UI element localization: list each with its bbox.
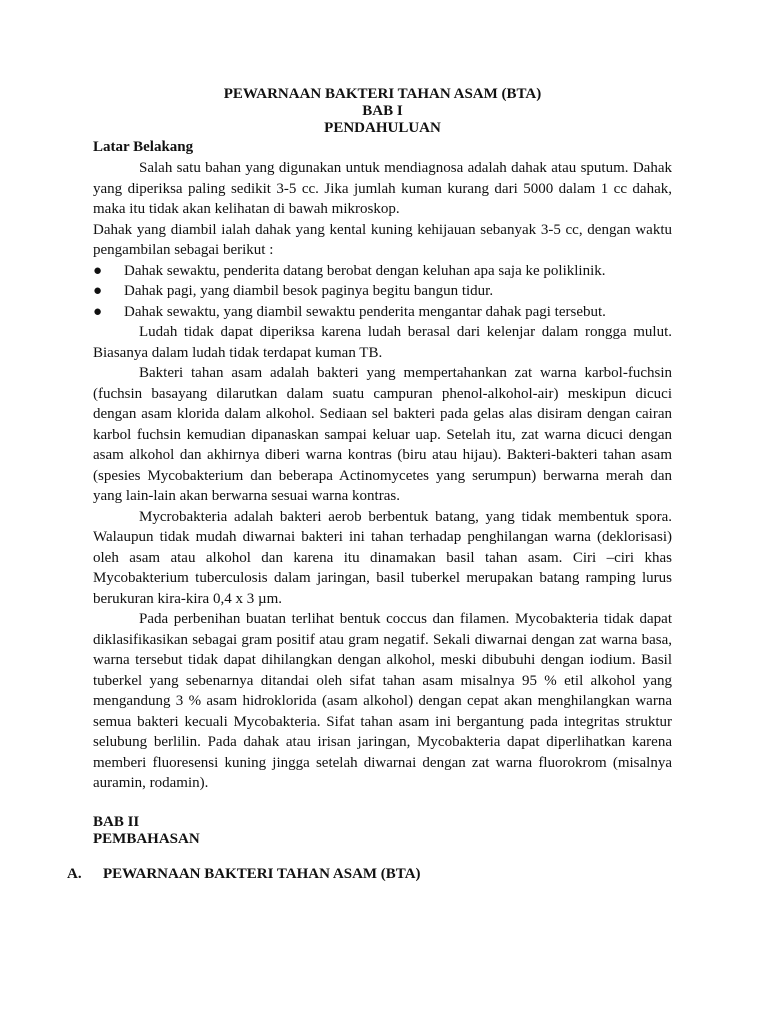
bullet-list <box>93 261 672 323</box>
paragraph-3: Ludah tidak dapat diperiksa karena ludah berasal dari kelenjar dalam rongga mulut. Biasanya dalam ludah tidak terdapat kuman TB. <box>93 324 672 361</box>
list-item <box>93 261 672 282</box>
section-heading-latar-belakang: Latar Belakang <box>93 139 194 155</box>
paragraph-1: Salah satu bahan yang digunakan untuk mendiagnosa adalah dahak atau sputum. Dahak yang diperiksa paling sedikit 3-5 cc. Jika jumlah kuman kurang dari 5000 dalam 1 cc dahak, maka itu tidak akan kelihatan di bawah mikroskop. <box>93 160 672 217</box>
chapter-2-title: PEMBAHASAN <box>93 830 200 847</box>
list-item <box>93 302 672 323</box>
section-a-heading <box>67 866 672 883</box>
section-a-title: PEWARNAAN BAKTERI TAHAN ASAM (BTA) <box>103 865 421 882</box>
bullet-icon: ● <box>93 303 103 320</box>
spacer <box>93 794 672 814</box>
section-a-letter: A. <box>67 865 82 882</box>
bullet-icon: ● <box>93 283 103 299</box>
chapter-number: BAB I <box>362 103 403 119</box>
paragraph-2: Dahak yang diambil ialah dahak yang kental kuning kehijauan sebanyak 3-5 cc, dengan waktu pengambilan sebagai berikut : <box>93 221 672 258</box>
document-title: PEWARNAAN BAKTERI TAHAN ASAM (BTA) <box>223 86 542 102</box>
list-item <box>93 281 672 302</box>
bullet-icon: ● <box>93 262 103 279</box>
paragraph-5: Mycrobakteria adalah bakteri aerob berbentuk batang, yang tidak membentuk spora. Walaupun tidak mudah diwarnai bakteri ini tahan terhadap penghilangan warna (deklorisasi) oleh asam atau alkohol dan karena itu dinamakan basil tahan asam. Ciri –ciri khas Mycobakterium tuberculosis dalam jaringan, basil tuberkel merupakan batang ramping lurus berukuran kira-kira 0,4 x 3 µm. <box>93 508 672 607</box>
chapter-2-number: BAB II <box>93 813 140 830</box>
list-item-text: Dahak pagi, yang diambil besok paginya begitu bangun tidur. <box>124 283 494 299</box>
chapter-title: PENDAHULUAN <box>324 120 441 136</box>
paragraph-4: Bakteri tahan asam adalah bakteri yang mempertahankan zat warna karbol-fuchsin (fuchsin basayang dilarutkan dalam suatu campuran phenol-alkohol-air) meskipun dicuci dengan asam klorida dalam alkohol. Sediaan sel bakteri pada gelas alas disiram dengan cairan karbol fuchsin kemudian dipanaskan sampai keluar uap. Setelah itu, zat warna dicuci dengan asam alkohol dan akhirnya diberi warna kontras (biru atau hijau). Bakteri-bakteri tahan asam (spesies Mycobakterium dan beberapa Actinomycetes yang serumpun) berwarna merah dan yang lain-lain akan berwarna sesuai warna kontras. <box>93 365 672 504</box>
list-item-text: Dahak sewaktu, penderita datang berobat dengan keluhan apa saja ke poliklinik. <box>124 262 606 279</box>
list-item-text: Dahak sewaktu, yang diambil sewaktu penderita mengantar dahak pagi tersebut. <box>124 303 606 320</box>
paragraph-6: Pada perbenihan buatan terlihat bentuk coccus dan filamen. Mycobakteria tidak dapat diklasifikasikan sebagai gram positif atau gram negatif. Sekali diwarnai dengan zat warna basa, warna tersebut tidak dapat dihilangkan dengan alkohol, meski dibubuhi dengan iodium. Basil tuberkel yang sebenarnya ditandai oleh sifat tahan asam misalnya 95 % etil alkohol yang mengandung 3 % asam hidroklorida (asam alkohol) dengan cepat akan menghilangkan warna semua bakteri kecuali Mycobakteria. Sifat tahan asam ini bergantung pada integritas struktur selubung berlilin. Pada dahak atau irisan jaringan, Mycobakteria dapat diperlihatkan karena memberi fluoresensi kuning jingga setelah diwarnai dengan zat warna fluorokrom (misalnya auramin, rodamin). <box>93 611 672 791</box>
